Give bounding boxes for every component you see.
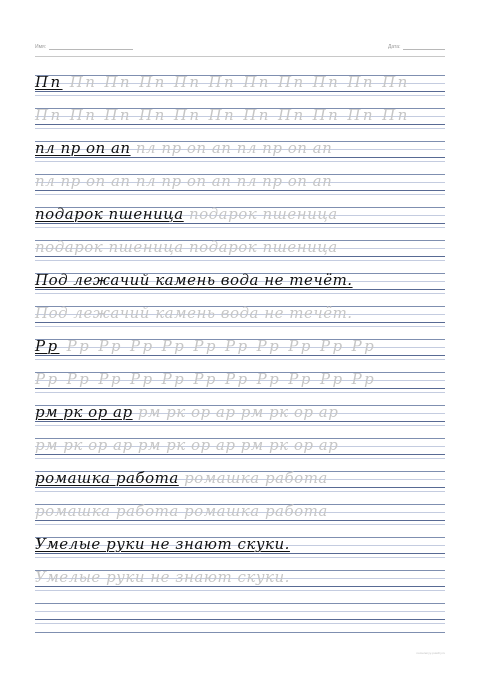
trace-text: Под лежачий камень вода не течёт.	[35, 304, 353, 322]
trace-text: Рр Рр Рр Рр Рр Рр Рр Рр Рр Рр	[66, 337, 377, 355]
example-text: Пп	[35, 73, 63, 91]
header-divider	[35, 56, 445, 57]
practice-row-9	[35, 339, 445, 359]
practice-row-2	[35, 108, 445, 128]
practice-row-16	[35, 570, 445, 590]
trace-text: рм рк ор ар рм рк ор ар рм рк ор ар	[35, 436, 339, 454]
date-blank-line	[403, 44, 445, 50]
date-label: Дата:	[388, 44, 401, 50]
example-text: Умелые руки не знают скуки.	[35, 535, 290, 553]
practice-row-14	[35, 504, 445, 524]
practice-row-4	[35, 174, 445, 194]
trace-text: Пп Пп Пп Пп Пп Пп Пп Пп Пп Пп	[69, 73, 410, 91]
date-field	[388, 44, 445, 50]
trace-text: пл пр оп ап пл пр оп ап	[135, 139, 333, 157]
trace-text: пл пр оп ап пл пр оп ап пл пр оп ап	[35, 172, 333, 190]
blank-practice-row	[35, 603, 445, 623]
trace-text: ромашка работа ромашка работа	[35, 502, 328, 520]
name-label: Имя:	[35, 44, 47, 50]
practice-row-15	[35, 537, 445, 557]
example-text: Под лежачий камень вода не течёт.	[35, 271, 353, 289]
practice-row-6	[35, 240, 445, 260]
name-blank-line	[49, 44, 133, 50]
trace-text: подарок пшеница подарок пшеница	[35, 238, 338, 256]
practice-row-13	[35, 471, 445, 491]
example-text: пл пр оп ап	[35, 139, 131, 157]
trace-text: Рр Рр Рр Рр Рр Рр Рр Рр Рр Рр Рр	[35, 370, 377, 388]
example-text: ромашка работа	[35, 469, 179, 487]
practice-row-12	[35, 438, 445, 458]
practice-row-3	[35, 141, 445, 161]
trace-text: рм рк ор ар рм рк ор ар	[137, 403, 339, 421]
practice-row-8	[35, 306, 445, 326]
trace-text: ромашка работа	[184, 469, 328, 487]
practice-row-11	[35, 405, 445, 425]
name-field	[35, 44, 133, 50]
footer-credit: nomerenyy-puschy.ru	[416, 651, 445, 655]
bottom-rule	[35, 632, 445, 633]
example-text: подарок пшеница	[35, 205, 184, 223]
practice-row-1	[35, 75, 445, 95]
practice-row-10	[35, 372, 445, 392]
trace-text: Умелые руки не знают скуки.	[35, 568, 290, 586]
practice-row-5	[35, 207, 445, 227]
trace-text: подарок пшеница	[188, 205, 338, 223]
example-text: рм рк ор ар	[35, 403, 133, 421]
practice-row-7	[35, 273, 445, 293]
example-text: Рр	[35, 337, 60, 355]
trace-text: Пп Пп Пп Пп Пп Пп Пп Пп Пп Пп Пп	[35, 106, 410, 124]
